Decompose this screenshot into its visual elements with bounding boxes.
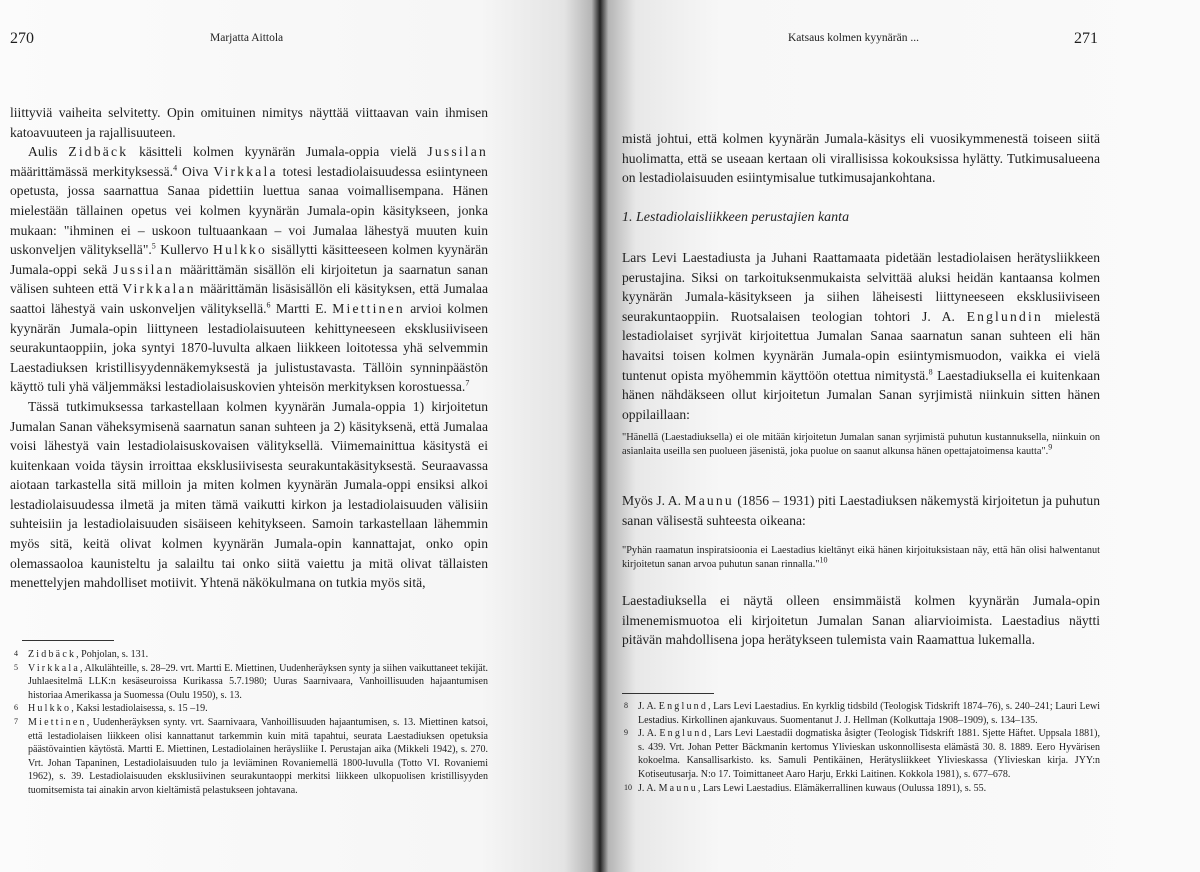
text-run: , Lars Levi Laestadii dogmatiska åsigter (Teologisk Tidskrift 1881. Sjette Häftet. Uppsala 1881), s. 439. Vrt. Johan Petter Bäckmanin kertomus Ylivieskan uskonnollisesta elämästä 30. 8. 1889. Eero Hyvärisen kokoelma. Kansallisarkisto. ks. Samuli Pentikäinen, Herätysliikkeet Ylivieskassa (Ylivieskan kirja. JYY:n Kotiseutusarja. N:o 17. Toimittaneet Aaro Harju, Erkki Laitinen. Kokkola 1981), s. 677–678.	[638, 728, 1100, 780]
author-name: Zidbäck	[68, 144, 129, 160]
footnote-number: 10	[624, 782, 632, 792]
page-number: 270	[10, 30, 34, 47]
text-run: , Lars Levi Laestadius. En kyrklig tidsbild (Teologisk Tidskrift 1874–76), s. 240–241; Lauri Lewi Lestadius. Kirkollinen ajankuvaus. Suomentanut J. J. Hellman (Kolkuttaja 1908–1909), s. 134–135.	[638, 701, 1100, 726]
text-run: , Kaksi lestadiolaisessa, s. 15 –19.	[71, 703, 208, 715]
footnote-rule	[622, 693, 714, 694]
text-run: J. A.	[638, 728, 660, 740]
running-head: Marjatta Aittola	[210, 32, 284, 44]
author-name: Englund	[658, 701, 709, 712]
text-run: määrittämässä merkityksessä.	[10, 163, 174, 179]
text-run: Aulis	[28, 144, 69, 160]
text-run: (1856 – 1931) piti Laestadiuksen näkemystä kirjoitetun ja puhutun sanan välisestä suhteesta oikeana:	[622, 493, 1100, 528]
block-quote	[622, 544, 1100, 571]
footnote-number: 9	[624, 728, 628, 738]
author-name: Miettinen	[332, 300, 405, 316]
footnote-number: 5	[14, 662, 18, 672]
right-body-text	[622, 248, 1100, 424]
footnote	[620, 700, 1100, 727]
footnote-number: 8	[624, 701, 628, 710]
block-quote	[622, 431, 1100, 458]
text-run: Laestadiuksella ei kuitenkaan hänen nähdäkseen ollut kirjoitetun Jumalan Sanan syrjimistä niinkuin sitten hänen oppilaillaan:	[622, 367, 1100, 422]
author-name: Hulkko	[28, 703, 72, 715]
footnote-marker: 7	[465, 378, 470, 388]
paragraph: liittyviä vaiheita selvitetty. Opin omituinen nimitys näyttää viittaavan vain ihmisen katoavuuteen ja rajallisuuteen.	[10, 105, 488, 140]
right-body-text	[622, 491, 1100, 530]
footnote	[620, 727, 1100, 781]
left-body-text	[10, 103, 488, 593]
footnote-number: 6	[14, 703, 18, 713]
footnote-number: 4	[14, 649, 18, 658]
author-name: Virkkala	[28, 662, 80, 674]
quote-text: "Pyhän raamatun inspiratsioonia ei Laestadius kieltänyt eikä hänen kirjoituksistaan näy, että hän olisi halwentanut kirjoitetun sanan arvoa puhutun sanan rinnalla."	[622, 545, 1100, 570]
paragraph: Tässä tutkimuksessa tarkastellaan kolmen kyynärän Jumala-oppia 1) kirjoitetun Jumalan Sanan väheksymisenä saarnatun sanan suhteen ja 2) käsityksenä, että Jumalaa voisi lähestyä vain lestadiolaisuskovaisen välityksellä. Viimemainittua käsitystä ei kuitenkaan voida täysin irroittaa eksklusiivisesta seurakuntakäsityksestä. Seuraavassa aiotaan tarkastella sitä milloin ja miten kolmen kyynärän Jumala-oppi ensiksi alkoi lestadiolaisuudessa ilmetä ja miten tämä vaikutti kirkon ja lestadiolaisuuden välisiin suhteisiin ja lestadiolaisuuden sisäiseen kehitykseen. Samoin tarkastellaan lähemmin myös sitä, keitä olivat kolmen kyynärän Jumala-opin kannattajat, onko opin olemassaoloa kaunisteltu ja salailtu tai onko siitä vaiettu ja mitä olivat tällaisten menettelyjen mahdolliset motiivit. Yhtenä näkökulmana on tutkia myös sitä,	[10, 398, 488, 591]
right-footnotes	[620, 700, 1100, 795]
paragraph	[622, 491, 1100, 530]
paragraph	[10, 142, 488, 397]
author-name: Maunu	[684, 493, 734, 508]
footnote-rule	[22, 640, 114, 641]
right-page	[608, 0, 1200, 872]
footnote-marker: 9	[1048, 442, 1053, 452]
footnote-number: 7	[14, 716, 18, 726]
quote-text: "Hänellä (Laestadiuksella) ei ole mitään kirjoitetun Jumalan sanan syrjimistä puhutun kustannuksella, niinkuin on asianlaita useilla sen puolueen jäsenistä, joka puolue on saanut alkunsa hänen opettajatoimensa kautta".	[622, 432, 1100, 457]
text-run: Kullervo	[155, 242, 214, 258]
text-run: , Lars Lewi Laestadius. Elämäkerrallinen kuwaus (Oulussa 1891), s. 55.	[697, 782, 987, 794]
text-run: Oiva	[177, 163, 214, 179]
author-name: Virkkalan	[122, 281, 196, 297]
running-head: Katsaus kolmen kyynärän ...	[788, 32, 919, 44]
text-run: käsitteli kolmen kyynärän Jumala-oppia vielä	[128, 144, 428, 160]
footnote	[620, 782, 1100, 796]
author-name: Maunu	[658, 782, 698, 794]
right-body-text	[622, 591, 1100, 650]
author-name: Hulkko	[213, 242, 268, 258]
footnote-marker: 8	[928, 367, 933, 377]
author-name: Jussilan	[427, 144, 489, 160]
left-page	[0, 0, 590, 872]
left-footnotes	[10, 648, 488, 798]
footnote-marker: 5	[151, 241, 156, 251]
text-run: J. A.	[638, 701, 659, 712]
footnote	[10, 662, 488, 703]
author-name: Englundin	[966, 308, 1044, 324]
author-name: Miettinen	[28, 716, 87, 728]
text-run: arvioi kolmen kyynärän Jumala-opin liittyneen lestadiolaisuuteen kehittyneeseen eksklusiiviseen seurakuntaoppiin, joka syntyi 1870-luvulta alkaen liikkeen loitotessa yhä selvemmin Laestadiuksen kristillisyydennäkemyksestä ja julistustavasta. Tällöin synninpäästön käyttö tuli yhä väljemmäksi lestadiolaisuskovien yhteisön merkityksen korostuessa.	[10, 300, 489, 395]
footnote	[10, 716, 488, 798]
text-run: J. A.	[638, 782, 659, 794]
author-name: Englund	[659, 728, 709, 740]
text-run: määrittämän sisällön eli kirjoitetun ja saarnatun sanan välisen suhteen että	[10, 261, 488, 297]
text-run: totesi lestadiolaisuudessa esiintyneen opetusta, jossa saarnattua Sanaa pidettiin luettua sanaa voimallisempana. Hänen mielestään tällainen opetus vei kolmen kyynärän Jumala-opin käsitykseen, jonka mukaan: "ihminen ei – uskoon tultuaankaan – voi Jumalaa lähestyä muuten kuin uskonveljen välityksellä".	[10, 163, 488, 258]
footnote-marker: 6	[266, 300, 271, 310]
text-run: Martti E.	[270, 300, 333, 316]
author-name: Zidbäck	[28, 649, 77, 660]
footnote-marker: 4	[173, 163, 178, 173]
text-run: sisällytti käsitteeseen kolmen kyynärän Jumala-oppi sekä	[10, 242, 488, 277]
text-run: mielestä lestadiolaiset syrjivät kirjoitettua Jumalan Sanaa saarnatun sanan suhteen eli hän havaitsi toisen kolmen kyynärän Jumala-opin esiintymismuodon, vaikka ei vielä tuntenut opista myöhemmin käyttöön otettua nimitystä.	[622, 308, 1100, 383]
page-number: 271	[1074, 30, 1098, 47]
footnote	[10, 702, 488, 716]
author-name: Virkkala	[213, 163, 278, 179]
text-run: määrittämän lisäsisällön eli käsityksen, että Jumalaa saattoi lähestyä vain uskonveljen välityksellä.	[10, 281, 488, 316]
paragraph	[622, 248, 1100, 424]
right-body-text	[622, 129, 1100, 188]
section-heading: 1. Lestadiolaisliikkeen perustajien kanta	[622, 210, 850, 225]
text-run: , Pohjolan, s. 131.	[76, 649, 149, 660]
author-name: Jussilan	[113, 261, 174, 277]
text-run: Lars Levi Laestadiusta ja Juhani Raattamaata pidetään lestadiolaisen herätysliikkeen perustajina. Siksi on tarkoituksenmukaista selvittää aluksi heidän kantaansa kolmen kyynärän Jumala-käsitykseen ja siihen läheisesti liittyneeseen eksklusiiviseen seurakuntaoppiin. Ruotsalaisen teologian tohtori J. A.	[622, 250, 1100, 324]
footnote-marker: 10	[819, 555, 828, 565]
footnote	[10, 648, 488, 662]
text-run: , Alkulähteille, s. 28–29. vrt. Martti E. Miettinen, Uudenheräyksen synty ja siihen vaikuttaneet tekijät. Juhlaesitelmä LLK:n kesäseuroissa Kurikassa 5.7.1980; Uuras Saarnivaara, Vanhoillisuuden hajaantumisen historiaa Amerikassa ja Suomessa (Oulu 1950), s. 13.	[28, 662, 488, 701]
text-run: , Uudenheräyksen synty. vrt. Saarnivaara, Vanhoillisuuden hajaantumisen, s. 13. Miettinen katsoi, että lestadiolaisen liikkeen olisi kannattanut tarkemmin kuin mitä tapahtui, seurata Laestadiuksen opetuksia päästövaintien käytöstä. Martti E. Miettinen, Lestadiolainen heräysliike I. Perustajan aika (Mikkeli 1942), s. 270. Vrt. Johan Tapaninen, Lestadiolaisuuden tulo ja leviäminen Rovaniemellä 1800-luvulla (Totto VI. Rovaniemi 1962), s. 39. Lestadiolaisuuden eksklusiivinen seurakuntaoppi merkitsi liikkeen ulkopuolisen kristillisyyden tuomitsemista tai ainakin arvon kieltämistä pelastukseen johtavana.	[28, 716, 488, 796]
paragraph: mistä johtui, että kolmen kyynärän Jumala-käsitys eli vuosikymmenestä toiseen siitä huolimatta, että se useaan kertaan oli virallisissa kokouksissa hylätty. Tutkimusalueena on lestadiolaisuuden esiintymisalue tutkimusajankohtana.	[622, 131, 1100, 186]
text-run: Myös J. A.	[622, 493, 685, 508]
paragraph: Laestadiuksella ei näytä olleen ensimmäistä kolmen kyynärän Jumala-opin ilmenemismuotoa eli kirjoitetun Jumalan Sanan aliarvioimista. Laestadius näytti pitävän mahdollisena jopa herätykseen tulemista vain Raamattua lukemalla.	[622, 593, 1100, 648]
